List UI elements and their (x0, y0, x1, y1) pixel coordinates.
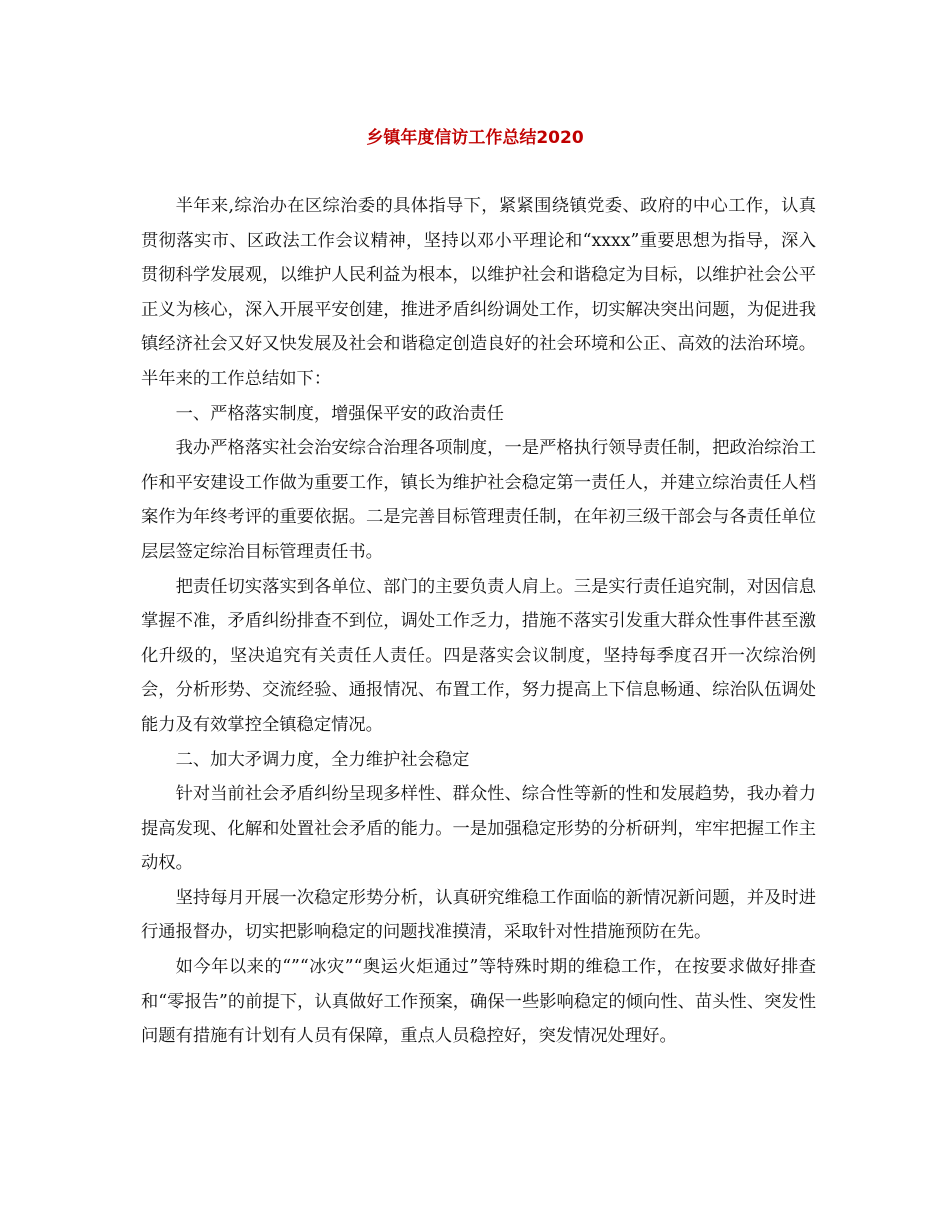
paragraph-special-periods: 如今年以来的“”“冰灾”“奥运火炬通过”等特殊时期的维稳工作，在按要求做好排查和“零报告”的前提下，认真做好工作预案，确保一些影响稳定的倾向性、苗头性、突发性问题有措施有计划有人员有保障，重点人员稳控好，突发情况处理好。 (141, 957, 816, 1047)
document-title: 乡镇年度信访工作总结2020 (366, 128, 584, 148)
document-body (141, 189, 816, 1054)
paragraph-intro: 半年来,综治办在区综治委的具体指导下，紧紧围绕镇党委、政府的中心工作，认真贯彻落实市、区政法工作会议精神，坚持以邓小平理论和“xxxx”重要思想为指导，深入贯彻科学发展观，以维护人民利益为根本，以维护社会和谐稳定为目标，以维护社会公平正义为核心，深入开展平安创建，推进矛盾纠纷调处工作，切实解决突出问题，为促进我镇经济社会又好又快发展及社会和谐稳定创造良好的社会环境和公正、高效的法治环境。半年来的工作总结如下： (141, 196, 816, 389)
paragraph-conflict-trends: 针对当前社会矛盾纠纷呈现多样性、群众性、综合性等新的性和发展趋势，我办着力提高发现、化解和处置社会矛盾的能力。一是加强稳定形势的分析研判，牢牢把握工作主动权。 (141, 784, 816, 874)
paragraph-accountability: 把责任切实落实到各单位、部门的主要负责人肩上。三是实行责任追究制，对因信息掌握不准，矛盾纠纷排查不到位，调处工作乏力，措施不落实引发重大群众性事件甚至激化升级的，坚决追究有关责任人责任。四是落实会议制度，坚持每季度召开一次综治例会，分析形势、交流经验、通报情况、布置工作，努力提高上下信息畅通、综治队伍调处能力及有效掌控全镇稳定情况。 (141, 576, 816, 735)
paragraph-monthly-analysis: 坚持每月开展一次稳定形势分析，认真研究维稳工作面临的新情况新问题，并及时进行通报督办，切实把影响稳定的问题找准摸清，采取针对性措施预防在先。 (141, 887, 816, 943)
paragraph-responsibility-system: 我办严格落实社会治安综合治理各项制度，一是严格执行领导责任制，把政治综治工作和平安建设工作做为重要工作，镇长为维护社会稳定第一责任人，并建立综治责任人档案作为年终考评的重要依据。二是完善目标管理责任制，在年初三级干部会与各责任单位层层签定综治目标管理责任书。 (141, 438, 816, 562)
section-heading-1: 一、严格落实制度，增强保平安的政治责任 (175, 403, 504, 424)
section-heading-2: 二、加大矛调力度，全力维护社会稳定 (175, 749, 470, 770)
